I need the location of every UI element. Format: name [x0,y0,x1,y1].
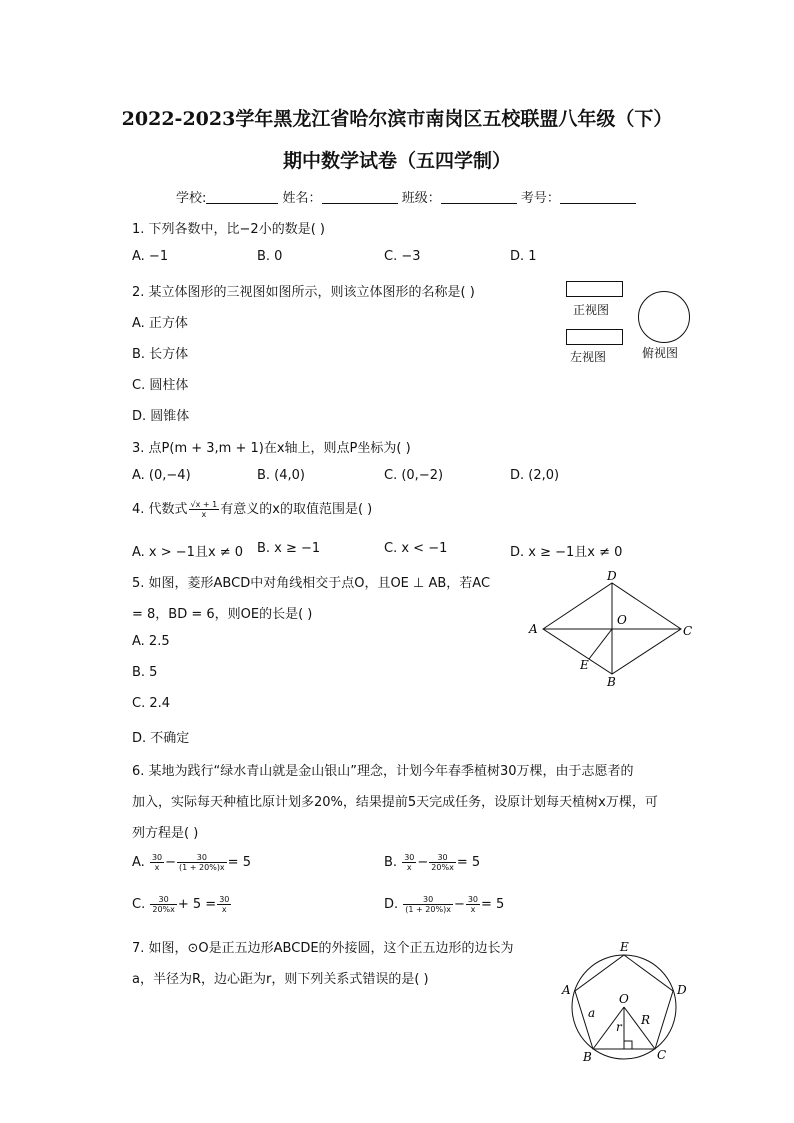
q6-c-label: C. [132,897,146,912]
q1-option-c: C. −3 [384,249,421,264]
q4-fraction-den: x [201,510,207,519]
q5-stem-line2: = 8，BD = 6，则OE的长是( ) [132,607,313,622]
q6-stem-line3: 列方程是( ) [132,826,199,841]
q3-option-c: C. (0,−2) [384,468,444,483]
q7-right-angle-mark [624,1041,632,1049]
q2-stem: 2. 某立体图形的三视图如图所示，则该立体图形的名称是( ) [132,285,475,300]
q6-b-frac1-den: x [406,863,412,872]
q7-label-e: E [620,940,629,954]
q6-c-mid: + 5 = [177,897,217,912]
q2-top-view-label: 俯视图 [642,346,679,360]
q1-option-a: A. −1 [132,249,169,264]
q6-d-frac2 [466,895,480,914]
school-field[interactable] [206,190,278,204]
q3-option-b: B. (4,0) [257,468,306,483]
q4-fraction [189,500,220,519]
q6-a-frac2-num: 30 [177,853,227,863]
q6-b-frac1 [402,853,416,872]
page-title-line1: 2022-2023学年黑龙江省哈尔滨市南岗区五校联盟八年级（下） [121,108,673,130]
q6-c-frac1-den: 20%x [152,905,175,914]
q6-c-frac2-num: 30 [219,895,230,904]
q7-stem-line2: a，半径为R，边心距为r，则下列关系式错误的是( ) [132,972,429,987]
q7-stem-line1: 7. 如图，⊙O是正五边形ABCDE的外接圆，这个正五边形的边长为 [132,941,514,956]
q3-stem: 3. 点P(m + 3,m + 1)在x轴上，则点P坐标为( ) [132,441,411,456]
q2-left-view-label: 左视图 [570,350,607,364]
q5-option-d: D. 不确定 [132,731,190,746]
q4-option-a: A. x > −1且x ≠ 0 [132,545,244,560]
q2-top-view-circle [638,291,690,343]
q2-option-c: C. 圆柱体 [132,378,189,393]
q7-pentagon-figure [555,934,705,1064]
name-field[interactable] [322,190,398,204]
q6-d-label: D. [384,897,399,912]
q6-a-rhs: = 5 [227,855,251,870]
q2-front-view-rect [566,281,623,297]
q7-label-a: A [562,983,571,997]
q4-fraction-num: √x + 1 [190,500,218,509]
q6-option-c [132,895,232,914]
q7-label-c: C [657,1048,667,1062]
q6-b-frac1-num: 30 [404,853,415,862]
q5-rhombus-figure [525,566,705,688]
q6-a-frac1-num: 30 [151,853,163,862]
q3-option-d: D. (2,0) [510,468,560,483]
q6-b-rhs: = 5 [456,855,481,870]
q6-d-frac2-den: x [470,905,476,914]
q6-a-frac1 [150,853,164,872]
q5-segment-oe [589,629,612,659]
q6-d-frac2-num: 30 [467,895,479,904]
q6-d-frac1-den: (1 + 20%)x [405,905,451,914]
q6-b-label: B. [384,855,398,870]
q6-c-frac1 [150,895,177,914]
q6-d-rhs: = 5 [481,897,505,912]
q6-b-frac2 [429,853,456,872]
q2-left-view-rect [566,329,623,345]
q6-c-frac2 [217,895,231,914]
q4-option-c: C. x < −1 [384,541,448,556]
q3-option-a: A. (0,−4) [132,468,191,483]
student-info-row [176,187,636,206]
page-title-line2: 期中数学试卷（五四学制） [282,150,511,172]
q7-radius-oc [624,1007,655,1049]
exam-no-label: 考号： [520,191,560,206]
q5-stem-line1: 5. 如图，菱形ABCD中对角线相交于点O，且OE ⊥ AB，若AC [132,576,491,591]
q2-option-a: A. 正方体 [132,316,188,331]
q6-stem-line1: 6. 某地为践行“绿水青山就是金山银山”理念，计划今年春季植树30万棵，由于志愿者的 [132,764,634,779]
q6-d-frac1 [403,895,453,914]
q5-label-o: O [617,613,627,627]
q6-d-op: − [453,897,465,912]
q2-option-d: D. 圆锥体 [132,409,190,424]
q6-b-frac2-num: 30 [429,853,456,863]
q7-label-b: B [583,1050,592,1064]
q4-stem-pre: 4. 代数式 [132,502,188,517]
q6-b-frac2-den: 20%x [431,863,454,872]
q6-a-frac1-den: x [154,863,160,872]
q6-a-op: − [165,855,177,870]
q6-d-frac1-num: 30 [403,895,453,905]
q7-label-d: D [677,983,687,997]
q4-option-d: D. x ≥ −1且x ≠ 0 [510,545,623,560]
q6-a-frac2-den: (1 + 20%)x [179,863,225,872]
q5-option-a: A. 2.5 [132,634,170,649]
class-label: 班级： [401,191,441,206]
school-label: 学校: [176,191,207,206]
q1-option-d: D. 1 [510,249,537,264]
q5-label-b: B [607,675,616,688]
q4-stem [132,498,372,519]
q5-label-c: C [683,624,693,638]
q1-option-b: B. 0 [257,249,283,264]
q7-label-r-small: r [616,1020,622,1034]
q6-option-d [384,895,504,914]
q4-stem-post: 有意义的x的取值范围是( ) [220,502,373,517]
q7-label-a-side: a [588,1006,596,1020]
exam-no-field[interactable] [560,190,636,204]
q6-b-op: − [417,855,429,870]
q2-option-b: B. 长方体 [132,347,189,362]
q4-option-b: B. x ≥ −1 [257,541,321,556]
q6-a-frac2 [177,853,227,872]
q7-label-r-big: R [641,1013,651,1027]
q7-label-o: O [619,992,629,1006]
q6-stem-line2: 加入，实际每天种植比原计划多20%，结果提前5天完成任务，设原计划每天植树x万棵，可 [132,795,658,810]
q6-option-a [132,853,251,872]
name-label: 姓名： [282,191,322,206]
q5-option-c: C. 2.4 [132,696,171,711]
q1-stem: 1. 下列各数中，比−2小的数是( ) [132,222,325,237]
q6-c-frac2-den: x [221,905,227,914]
q6-c-frac1-num: 30 [150,895,177,905]
class-field[interactable] [441,190,517,204]
q6-a-label: A. [132,855,145,870]
q5-option-b: B. 5 [132,665,158,680]
q5-label-d: D [607,569,617,583]
q5-label-a: A [529,622,538,636]
q5-label-e: E [580,658,589,672]
q2-front-view-label: 正视图 [573,303,610,317]
q6-option-b [384,853,480,872]
